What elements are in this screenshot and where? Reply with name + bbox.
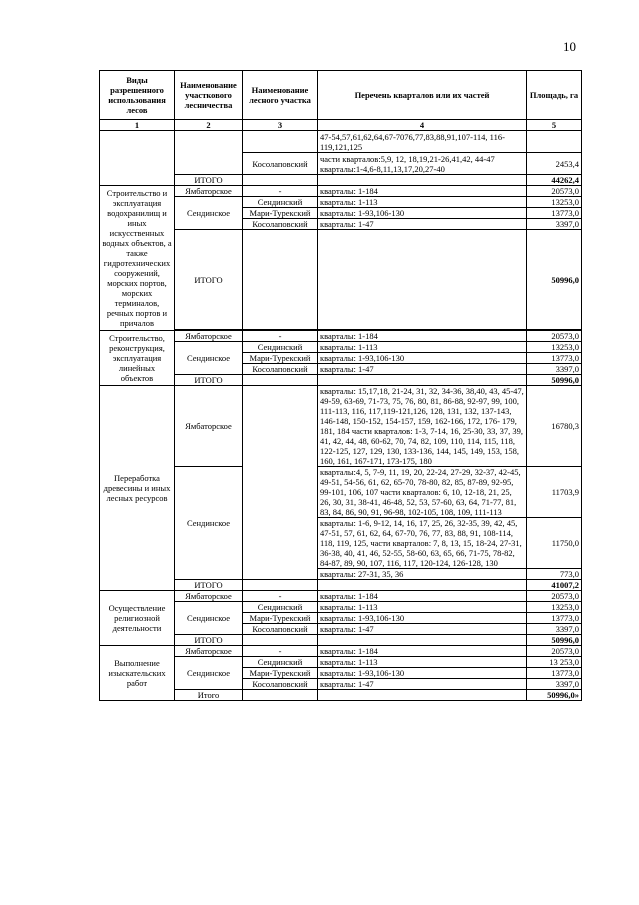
use-type-cell: Строительство и эксплуатация водохранилищ и иных искусственных водных объектов, а также гидротехнических сооружений, морских портов, морских терминалов, речных портов и причалов [100, 186, 175, 331]
quarters-cell: кварталы: 1-47 [318, 679, 527, 690]
col-number: 1 [100, 120, 175, 131]
table-row [100, 646, 582, 657]
area-cell: 20573,0 [527, 331, 582, 342]
total-label: Итого [175, 690, 243, 701]
forestry-cell: Ямбаторское [175, 331, 243, 342]
area-cell: 13253,0 [527, 342, 582, 353]
area-cell: 16780,3 [527, 386, 582, 467]
total-label: ИТОГО [175, 580, 243, 591]
forest-use-table [99, 70, 582, 701]
empty-cell [243, 635, 318, 646]
area-cell: 13773,0 [527, 208, 582, 219]
quarters-cell: кварталы: 1-93,106-130 [318, 613, 527, 624]
area-cell: 13 253,0 [527, 657, 582, 668]
col-header-forest-district: Наименование лесного участка [243, 71, 318, 120]
quarters-cell: кварталы: 1-184 [318, 186, 527, 197]
table-row [100, 386, 582, 467]
empty-cell [243, 690, 318, 701]
area-cell: 11750,0 [527, 518, 582, 569]
col-number: 4 [318, 120, 527, 131]
total-label: ИТОГО [175, 635, 243, 646]
quarters-cell: кварталы: 1-47 [318, 624, 527, 635]
district-cell: Косолаповский [243, 153, 318, 175]
empty-cell [318, 230, 527, 330]
area-cell: 3397,0 [527, 679, 582, 690]
header-row [100, 71, 582, 120]
area-cell: 3397,0 [527, 219, 582, 230]
total-value: 50996,0» [527, 690, 582, 701]
district-cell: - [243, 186, 318, 197]
empty-cell [318, 635, 527, 646]
quarters-cell: кварталы: 1-47 [318, 364, 527, 375]
use-type-cell: Строительство, реконструкция, эксплуатация линейных объектов [100, 331, 175, 386]
forestry-cell: Сендинское [175, 467, 243, 580]
col-header-use-type: Виды разрешенного использования лесов [100, 71, 175, 120]
district-cell: Сендинский [243, 342, 318, 353]
district-cell: Косолаповский [243, 679, 318, 690]
use-type-cell: Переработка древесины и иных лесных ресурсов [100, 386, 175, 591]
quarters-cell: кварталы: 1-47 [318, 219, 527, 230]
quarters-cell: кварталы: 1-93,106-130 [318, 668, 527, 679]
area-cell: 3397,0 [527, 624, 582, 635]
district-cell: Мари-Турекский [243, 208, 318, 219]
district-cell [243, 386, 318, 580]
area-cell: 2453,4 [527, 153, 582, 175]
forestry-cell: Ямбаторское [175, 186, 243, 197]
forestry-cell: Ямбаторское [175, 386, 243, 467]
quarters-cell: кварталы:4, 5, 7-9, 11, 19, 20, 22-24, 27-29, 32-37, 42-45, 49-51, 54-56, 61, 62, 65-70, 78-80, 82, 85, 87-89, 92-95, 99-101, 106, 107 части кварталов: 6, 10, 12-18, 21, 25, 26, 30, 31, 38-41, 46-48, 52, 53, 57-60, 63, 64, 71-77, 81, 83, 84, 86, 90, 91, 96-98, 102-105, 108, 109, 111-113 [318, 467, 527, 518]
area-cell [527, 131, 582, 153]
empty-cell [318, 580, 527, 591]
forestry-cell: Сендинское [175, 657, 243, 690]
area-cell: 13253,0 [527, 602, 582, 613]
use-type-cell: Выполнение изыскательских работ [100, 646, 175, 701]
col-number: 5 [527, 120, 582, 131]
area-cell: 13253,0 [527, 197, 582, 208]
forestry-cell: Сендинское [175, 197, 243, 230]
district-cell: Сендинский [243, 602, 318, 613]
total-label: ИТОГО [175, 375, 243, 386]
empty-cell [243, 175, 318, 186]
area-cell: 20573,0 [527, 591, 582, 602]
district-cell: Сендинский [243, 657, 318, 668]
total-value: 44262,4 [527, 175, 582, 186]
empty-cell [318, 175, 527, 186]
total-label: ИТОГО [175, 230, 243, 330]
table-row [100, 591, 582, 602]
area-cell: 20573,0 [527, 646, 582, 657]
quarters-cell: кварталы: 1-113 [318, 602, 527, 613]
quarters-cell: 47-54,57,61,62,64,67-7076,77,83,88,91,107-114, 116-119,121,125 [318, 131, 527, 153]
col-header-quarters: Перечень кварталов или их частей [318, 71, 527, 120]
area-cell: 11703,9 [527, 467, 582, 518]
area-cell: 20573,0 [527, 186, 582, 197]
district-cell: - [243, 331, 318, 342]
district-cell: Мари-Турекский [243, 353, 318, 364]
quarters-cell: части кварталов:5,9, 12, 18,19,21-26,41,42, 44-47 кварталы:1-4,6-8,11,13,17,20,27-40 [318, 153, 527, 175]
district-cell [243, 131, 318, 153]
area-cell: 13773,0 [527, 668, 582, 679]
area-cell: 3397,0 [527, 364, 582, 375]
quarters-cell: кварталы: 1-93,106-130 [318, 353, 527, 364]
column-number-row [100, 120, 582, 131]
district-cell: Косолаповский [243, 624, 318, 635]
empty-cell [243, 230, 318, 330]
quarters-cell: кварталы: 15,17,18, 21-24, 31, 32, 34-36, 38,40, 43, 45-47, 49-59, 63-69, 71-73, 75, 76, 80, 81, 86-88, 92-97, 99, 100, 111-113, 116, 117,119-121,126, 128, 131, 132, 137-143, 146-148, 150-152, 154-157, 159, 162-166, 172, 176- 179, 181, 184 части кварталов: 1-3, 7-14, 16, 25-30, 33, 37, 39, 41, 42, 44, 48, 60-62, 70, 74, 82, 109, 110, 114, 115, 118, 122-125, 127, 129, 130, 133-136, 144, 145, 149, 153, 158, 160, 161, 167-171, 173-175, 180 [318, 386, 527, 467]
total-label: ИТОГО [175, 175, 243, 186]
use-type-cell [100, 131, 175, 186]
district-cell: Косолаповский [243, 219, 318, 230]
empty-cell [318, 375, 527, 386]
use-type-cell: Осуществление религиозной деятельности [100, 591, 175, 646]
forestry-cell: Сендинское [175, 342, 243, 375]
quarters-cell: кварталы: 1-113 [318, 657, 527, 668]
total-value: 50996,0 [527, 230, 582, 330]
total-value: 41007,2 [527, 580, 582, 591]
area-cell: 13773,0 [527, 613, 582, 624]
table-row [100, 331, 582, 342]
forestry-cell: Ямбаторское [175, 591, 243, 602]
forestry-cell: Сендинское [175, 602, 243, 635]
district-cell: - [243, 591, 318, 602]
quarters-cell: кварталы: 1-93,106-130 [318, 208, 527, 219]
empty-cell [243, 580, 318, 591]
area-cell: 13773,0 [527, 353, 582, 364]
forestry-cell: Ямбаторское [175, 646, 243, 657]
area-cell: 773,0 [527, 569, 582, 580]
quarters-cell: кварталы: 1-113 [318, 197, 527, 208]
col-number: 3 [243, 120, 318, 131]
col-header-forestry: Наименование участкового лесничества [175, 71, 243, 120]
quarters-cell: кварталы: 1-184 [318, 331, 527, 342]
total-value: 50996,0 [527, 635, 582, 646]
district-cell: - [243, 646, 318, 657]
quarters-cell: кварталы: 1-113 [318, 342, 527, 353]
district-cell: Сендинский [243, 197, 318, 208]
col-header-area: Площадь, га [527, 71, 582, 120]
table-row [100, 131, 582, 153]
district-cell: Мари-Турекский [243, 668, 318, 679]
page-number: 10 [563, 39, 576, 54]
district-cell: Косолаповский [243, 364, 318, 375]
quarters-cell: кварталы: 1-184 [318, 591, 527, 602]
district-cell: Мари-Турекский [243, 613, 318, 624]
table-row [100, 186, 582, 197]
quarters-cell: кварталы: 27-31, 35, 36 [318, 569, 527, 580]
empty-cell [243, 375, 318, 386]
empty-cell [318, 690, 527, 701]
quarters-cell: кварталы: 1-6, 9-12, 14, 16, 17, 25, 26, 32-35, 39, 42, 45, 47-51, 57, 61, 62, 64, 67-70, 76, 77, 83, 88, 91, 108-114, 118, 119, 125, части кварталов: 7, 8, 13, 15, 18-24, 27-31, 36-38, 40, 41, 46, 52-55, 58-60, 63, 65, 66, 71-75, 78-82, 84-87, 89, 90, 107, 116, 117, 120-124, 126-128, 130 [318, 518, 527, 569]
col-number: 2 [175, 120, 243, 131]
total-value: 50996,0 [527, 375, 582, 386]
forestry-cell [175, 131, 243, 175]
quarters-cell: кварталы: 1-184 [318, 646, 527, 657]
